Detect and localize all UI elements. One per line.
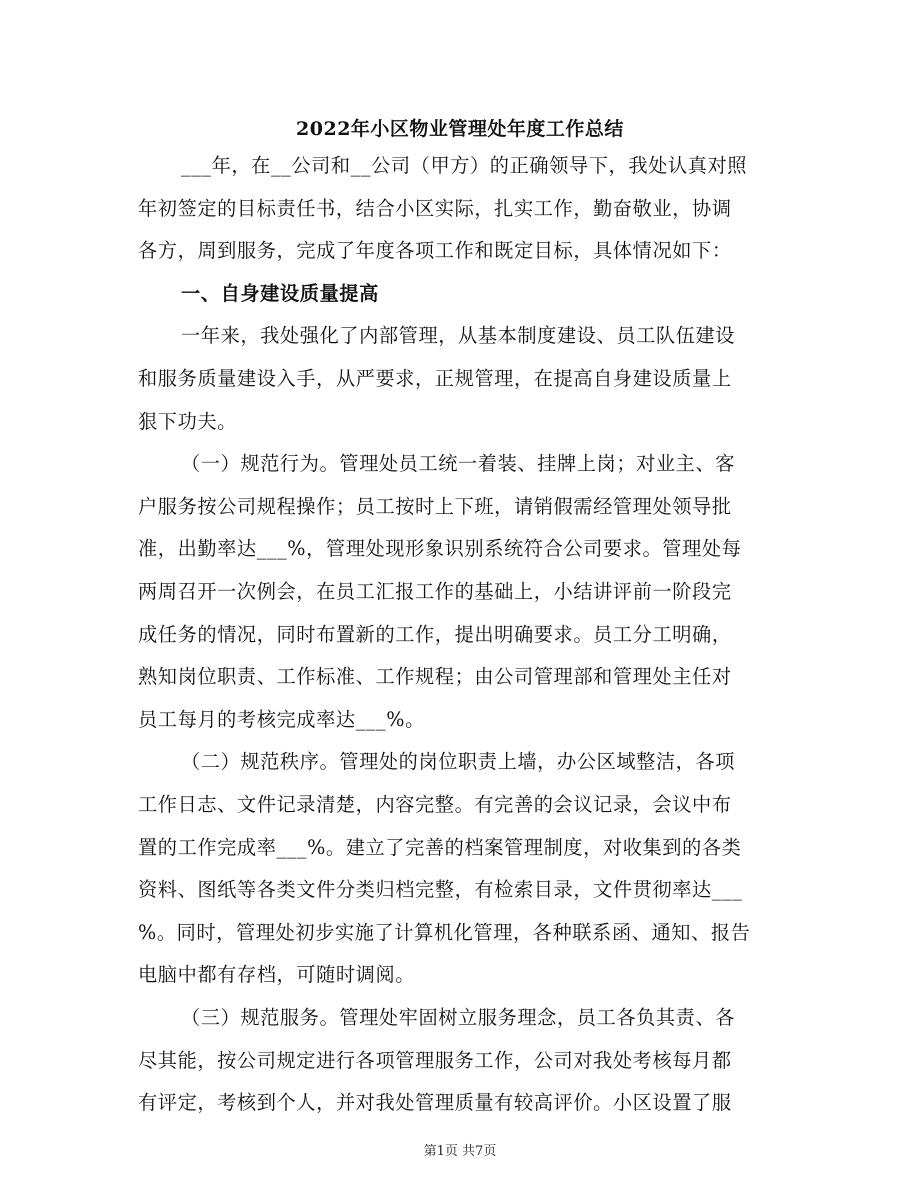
paragraph-line: 工作日志、文件记录清楚，内容完整。有完善的会议记录，会议中布 (138, 793, 732, 816)
paragraph-line: 狠下功夫。 (138, 410, 237, 433)
section-heading: 一、自身建设质量提高 (181, 282, 379, 305)
paragraph-line: （二）规范秩序。管理处的岗位职责上墙，办公区域整洁，各项 (181, 750, 736, 773)
paragraph-line: 和服务质量建设入手，从严要求，正规管理，在提高自身建设质量上 (138, 367, 732, 390)
paragraph-line: 置的工作完成率___%。建立了完善的档案管理制度，对收集到的各类 (138, 836, 742, 859)
paragraph-line: 电脑中都有存档，可随时调阅。 (138, 963, 416, 986)
paragraph-line: 尽其能，按公司规定进行各项管理服务工作，公司对我处考核每月都 (138, 1049, 732, 1072)
paragraph-line: %。同时，管理处初步实施了计算机化管理，各种联系函、通知、报告 (138, 921, 751, 944)
paragraph-line: 各方，周到服务，完成了年度各项工作和既定目标，具体情况如下： (138, 239, 732, 262)
paragraph-line: 两周召开一次例会，在员工汇报工作的基础上，小结讲评前一阶段完 (138, 580, 732, 603)
paragraph-line: （一）规范行为。管理处员工统一着装、挂牌上岗；对业主、客 (181, 452, 736, 475)
paragraph-line: （三）规范服务。管理处牢固树立服务理念，员工各负其责、各 (181, 1006, 736, 1029)
paragraph-line: 熟知岗位职责、工作标准、工作规程；由公司管理部和管理处主任对 (138, 665, 732, 688)
paragraph-line: 户服务按公司规程操作；员工按时上下班，请销假需经管理处领导批 (138, 495, 732, 518)
paragraph-line: 有评定，考核到个人，并对我处管理质量有较高评价。小区设置了服 (138, 1091, 732, 1114)
paragraph-line: 年初签定的目标责任书，结合小区实际，扎实工作，勤奋敬业，协调 (138, 197, 732, 220)
paragraph-line: 员工每月的考核完成率达___%。 (138, 708, 425, 731)
paragraph-line: 一年来，我处强化了内部管理，从基本制度建设、员工队伍建设 (181, 324, 736, 347)
paragraph-line: 准，出勤率达___%，管理处现形象识别系统符合公司要求。管理处每 (138, 537, 742, 560)
document-title: 2022年小区物业管理处年度工作总结 (296, 118, 624, 140)
paragraph-line: 成任务的情况，同时布置新的工作，提出明确要求。员工分工明确， (138, 623, 732, 646)
paragraph-line: 资料、图纸等各类文件分类归档完整，有检索目录，文件贯彻率达___ (138, 878, 743, 901)
paragraph-line: ___年，在__公司和__公司（甲方）的正确领导下，我处认真对照 (181, 154, 748, 177)
page-number-footer: 第1页 共7页 (423, 1144, 497, 1159)
